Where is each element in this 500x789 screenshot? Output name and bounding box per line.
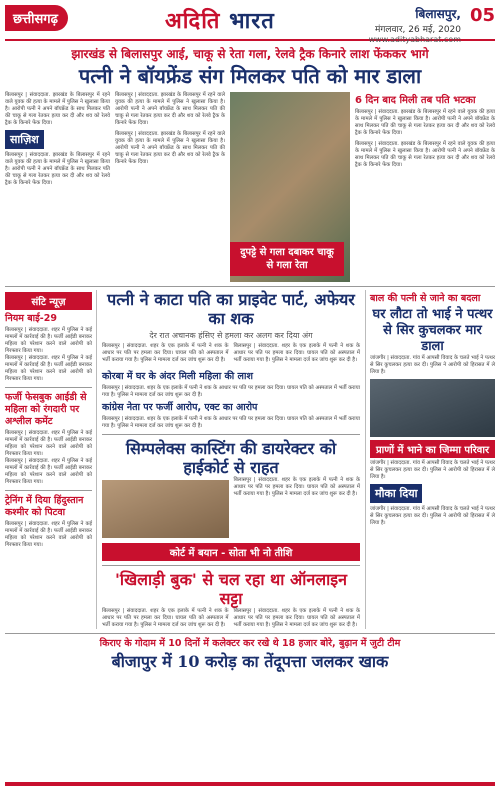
left-body-4: बिलासपुर | संवाददाता. शहर में पुलिस ने कई मामलों में कार्रवाई की है। फर्जी आईडी बनाकर महिला को परेशान करने वाले आरोपी को गिरफ्तार किया गया।: [5, 458, 92, 485]
left-head3: ट्रेनिंग में दिया हिंदुस्तान कश्मीर को पिटवा: [5, 495, 84, 518]
director-photo: [102, 480, 229, 538]
center-story: [102, 368, 360, 430]
dateline-date: मंगलवार, 26 मई, 2020: [374, 25, 461, 35]
right-body-2: जांजगीर | संवाददाता. गांव में आपसी विवाद के चलते भाई ने पत्थर से सिर कुचलकर हत्या कर दी। पुलिस ने आरोपी को हिरासत में ले लिया है।: [370, 460, 495, 480]
bottom-kicker: किराए के गोदाम में 10 दिनों में कलेक्टर कर रखे थे 18 हजार बोरे, बुढ़ान में जुटी टीम: [99, 638, 401, 649]
right-body: जांजगीर | संवाददाता. गांव में आपसी विवाद के चलते भाई ने पत्थर से सिर कुचलकर हत्या कर दी। पुलिस ने आरोपी को हिरासत में ले लिया है।: [370, 355, 495, 375]
left-body-5: बिलासपुर | संवाददाता. शहर में पुलिस ने कई मामलों में कार्रवाई की है। फर्जी आईडी बनाकर महिला को परेशान करने वाले आरोपी को गिरफ्तार किया गया।: [5, 521, 92, 548]
left-body-2: बिलासपुर | संवाददाता. शहर में पुलिस ने कई मामलों में कार्रवाई की है। फर्जी आईडी बनाकर महिला को परेशान करने वाले आरोपी को गिरफ्तार किया गया।: [5, 355, 92, 382]
left-body-3: बिलासपुर | संवाददाता. शहर में पुलिस ने कई मामलों में कार्रवाई की है। फर्जी आईडी बनाकर महिला को परेशान करने वाले आरोपी को गिरफ्तार किया गया।: [5, 430, 92, 457]
lead-col-mid: [115, 92, 225, 282]
center-body: बिलासपुर | संवाददाता. शहर के एक इलाके में पत्नी ने शक के आधार पर पति पर हमला कर दिया। घायल पति को अस्पताल में भर्ती कराया गया है। पुलिस ने मामला दर्ज कर जांच शुरू कर दी है।: [102, 385, 360, 398]
lead-side-body-2: बिलासपुर | संवाददाता. झारखंड के बिलासपुर में रहने वाले युवक की हत्या के मामले में पुलिस ने खुलासा किया है। आरोपी पत्नी ने अपने बॉयफ्रेंड के साथ मिलकर पति की चाकू से गला रेतकर हत्या कर दी और शव को रेलवे ट्रैक के किनारे फेंक दिया।: [355, 141, 495, 168]
lead-col-right: [355, 92, 495, 282]
section-tag: छत्तीसगढ़: [5, 5, 68, 31]
main-column: [102, 290, 360, 629]
divider: [5, 633, 495, 634]
lead-box-title: साज़िश: [5, 130, 44, 149]
center-head2: कांग्रेस नेता पर फर्जी आरोप, एक्ट का आरोप: [102, 402, 258, 413]
right-column: [365, 290, 495, 629]
lead-body-3: बिलासपुर | संवाददाता. झारखंड के बिलासपुर में रहने वाले युवक की हत्या के मामले में पुलिस ने खुलासा किया है। आरोपी पत्नी ने अपने बॉयफ्रेंड के साथ मिलकर पति की चाकू से गला रेतकर हत्या कर दी और शव को रेलवे ट्रैक के किनारे फेंक दिया।: [115, 92, 225, 126]
photo-caption: दुपट्टे से गला दबाकर चाकू से गला रेता: [230, 242, 344, 276]
main-headline-1: पत्नी ने काटा पति का प्राइवेट पार्ट, अफेयर का शक: [107, 290, 355, 328]
dateline-city: बिलासपुर,: [415, 7, 461, 21]
dateline: [369, 5, 461, 44]
center-banner: कोर्ट में बयान - सोता भी नो तीशि: [102, 543, 360, 561]
lead-photo: [230, 92, 350, 282]
main-headline-3: 'खिलाड़ी बुक' से चल रहा था ऑनलाइन सट्टा: [115, 570, 347, 608]
lead-headline: पत्नी ने बॉयफ्रेंड संग मिलकर पति को मार डाला: [78, 64, 422, 88]
main-row-3: [102, 608, 360, 629]
lead-col-left: [5, 92, 110, 282]
brand-main: अदिति: [165, 8, 221, 34]
left-banner: संटि न्यूज़: [5, 292, 92, 310]
right-photo: [370, 379, 495, 437]
lead-kicker: झारखंड से बिलासपुर आई, चाकू से रेता गला, रेलवे ट्रैक किनारे लाश फेंककर भागे: [71, 47, 429, 61]
brand-logo: [165, 5, 275, 35]
lead-side-heading: 6 दिन बाद मिली तब पति भटका: [355, 95, 476, 106]
main-subhead-1: देर रात अचानक हंसिए से हमला कर अलग कर दिया अंग: [149, 331, 313, 340]
footer-bar: [5, 782, 495, 786]
left-body: बिलासपुर | संवाददाता. शहर में पुलिस ने कई मामलों में कार्रवाई की है। फर्जी आईडी बनाकर महिला को परेशान करने वाले आरोपी को गिरफ्तार किया गया।: [5, 327, 92, 354]
website-url[interactable]: www.adityabharat.com: [368, 35, 461, 44]
main-headline-2: सिम्पलेक्स कास्टिंग की डायरेक्टर को हाईकोर्ट से राहत: [125, 439, 337, 477]
divider: [5, 490, 92, 491]
lead-body: बिलासपुर | संवाददाता. झारखंड के बिलासपुर में रहने वाले युवक की हत्या के मामले में पुलिस ने खुलासा किया है। आरोपी पत्नी ने अपने बॉयफ्रेंड के साथ मिलकर पति की चाकू से गला रेतकर हत्या कर दी और शव को रेलवे ट्रैक के किनारे फेंक दिया।: [5, 92, 110, 126]
center-head1: कोरबा में घर के अंदर मिली महिला की लाश: [102, 371, 253, 382]
right-body-3: जांजगीर | संवाददाता. गांव में आपसी विवाद के चलते भाई ने पत्थर से सिर कुचलकर हत्या कर दी। पुलिस ने आरोपी को हिरासत में ले लिया है।: [370, 506, 495, 526]
divider: [102, 434, 360, 435]
lead-body-4: बिलासपुर | संवाददाता. झारखंड के बिलासपुर में रहने वाले युवक की हत्या के मामले में पुलिस ने खुलासा किया है। आरोपी पत्नी ने अपने बॉयफ्रेंड के साथ मिलकर पति की चाकू से गला रेतकर हत्या कर दी और शव को रेलवे ट्रैक के किनारे फेंक दिया।: [115, 131, 225, 165]
right-headline: घर लौटा तो भाई ने पत्थर से सिर कुचलकर मार डाला: [372, 307, 493, 354]
left-subhead: नियम बाई-29: [5, 313, 57, 324]
main-body-4: बिलासपुर | संवाददाता. शहर के एक इलाके में पत्नी ने शक के आधार पर पति पर हमला कर दिया। घायल पति को अस्पताल में भर्ती कराया गया है। पुलिस ने मामला दर्ज कर जांच शुरू कर दी है।: [102, 608, 229, 628]
lead-body-2: बिलासपुर | संवाददाता. झारखंड के बिलासपुर में रहने वाले युवक की हत्या के मामले में पुलिस ने खुलासा किया है। आरोपी पत्नी ने अपने बॉयफ्रेंड के साथ मिलकर पति की चाकू से गला रेतकर हत्या कर दी और शव को रेलवे ट्रैक के किनारे फेंक दिया।: [5, 152, 110, 186]
lower-grid: [5, 286, 495, 629]
right-banner: प्राणों में भाने का जिम्मा परिवार: [370, 440, 495, 458]
divider: [5, 387, 92, 388]
right-box: मौका दिया: [370, 484, 422, 503]
divider: [102, 565, 360, 566]
left-column: [5, 290, 97, 629]
lead-story: [5, 92, 495, 282]
main-body-1: बिलासपुर | संवाददाता. शहर के एक इलाके में पत्नी ने शक के आधार पर पति पर हमला कर दिया। घायल पति को अस्पताल में भर्ती कराया गया है। पुलिस ने मामला दर्ज कर जांच शुरू कर दी है।: [102, 343, 229, 363]
main-body-3: बिलासपुर | संवाददाता. शहर के एक इलाके में पत्नी ने शक के आधार पर पति पर हमला कर दिया। घायल पति को अस्पताल में भर्ती कराया गया है। पुलिस ने मामला दर्ज कर जांच शुरू कर दी है।: [233, 477, 360, 497]
lead-side-body: बिलासपुर | संवाददाता. झारखंड के बिलासपुर में रहने वाले युवक की हत्या के मामले में पुलिस ने खुलासा किया है। आरोपी पत्नी ने अपने बॉयफ्रेंड के साथ मिलकर पति की चाकू से गला रेतकर हत्या कर दी और शव को रेलवे ट्रैक के किनारे फेंक दिया।: [355, 109, 495, 136]
page-number: 05: [469, 5, 495, 26]
main-row-1: [102, 343, 360, 364]
main-row-2: [102, 477, 360, 541]
right-kicker: बाल की पत्नी से जाने का बदला: [370, 293, 481, 304]
main-body-2: बिलासपुर | संवाददाता. शहर के एक इलाके में पत्नी ने शक के आधार पर पति पर हमला कर दिया। घायल पति को अस्पताल में भर्ती कराया गया है। पुलिस ने मामला दर्ज कर जांच शुरू कर दी है।: [233, 343, 360, 363]
bottom-headline: बीजापुर में 10 करोड़ का तेंदूपत्ता जलकर खाक: [111, 652, 389, 671]
main-body-5: बिलासपुर | संवाददाता. शहर के एक इलाके में पत्नी ने शक के आधार पर पति पर हमला कर दिया। घायल पति को अस्पताल में भर्ती कराया गया है। पुलिस ने मामला दर्ज कर जांच शुरू कर दी है।: [233, 608, 360, 628]
left-head2: फर्जी फेसबुक आईडी से महिला को रंगदारी पर अश्लील कमेंट: [5, 392, 87, 427]
center-body-2: बिलासपुर | संवाददाता. शहर के एक इलाके में पत्नी ने शक के आधार पर पति पर हमला कर दिया। घायल पति को अस्पताल में भर्ती कराया गया है। पुलिस ने मामला दर्ज कर जांच शुरू कर दी है।: [102, 416, 360, 429]
brand-sub: भारत: [229, 8, 275, 34]
center-row: [102, 368, 360, 430]
masthead: [5, 3, 495, 44]
